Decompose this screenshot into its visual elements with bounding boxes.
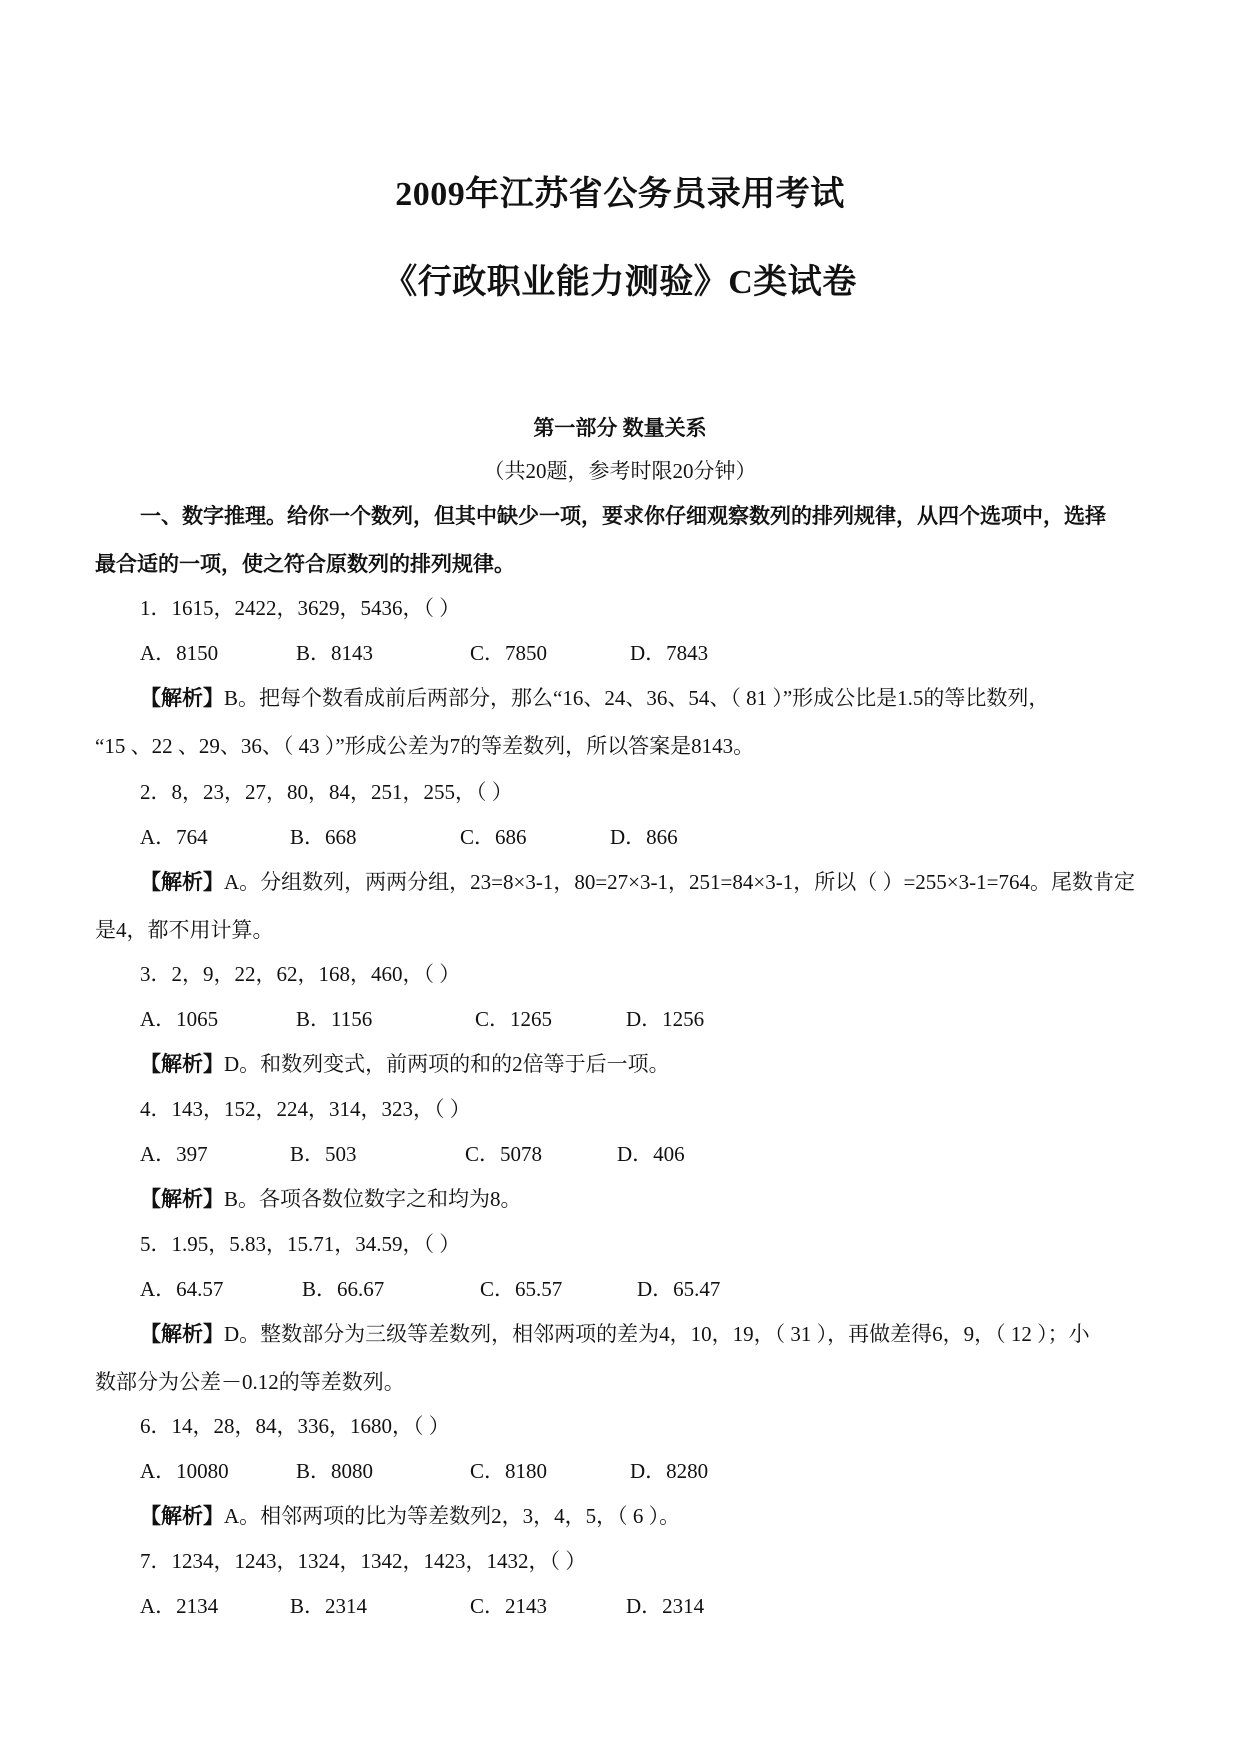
option-a: A．8150 <box>140 641 219 665</box>
option-c: C．8180 <box>470 1459 548 1483</box>
option-c: C．65.57 <box>480 1277 563 1301</box>
option-a: A．397 <box>140 1142 208 1166</box>
option-a: A．2134 <box>140 1594 219 1618</box>
analysis-text: D。和数列变式，前两项的和的2倍等于后一项。 <box>224 1052 670 1076</box>
question-1-analysis-line1 <box>140 682 1049 712</box>
question-5-analysis-line1 <box>140 1318 1090 1348</box>
analysis-label: 【解析】 <box>140 1052 224 1076</box>
option-c: C．2143 <box>470 1594 548 1618</box>
question-3-analysis <box>140 1048 670 1078</box>
analysis-label: 【解析】 <box>140 1187 224 1211</box>
question-3-stem: 3．2，9，22，62，168，460，（ ） <box>140 962 461 986</box>
instruction-line2: 最合适的一项，使之符合原数列的排列规律。 <box>95 552 515 576</box>
option-d: D．866 <box>610 825 678 849</box>
option-c: C．7850 <box>470 641 548 665</box>
question-4-stem: 4．143，152，224，314，323，（ ） <box>140 1097 471 1121</box>
option-d: D．8280 <box>630 1459 709 1483</box>
question-6-analysis <box>140 1500 680 1530</box>
question-7-stem: 7．1234，1243，1324，1342，1423，1432，（ ） <box>140 1549 587 1573</box>
instruction-line1: 一、数字推理。给你一个数列，但其中缺少一项，要求你仔细观察数列的排列规律，从四个选项中，选择 <box>140 504 1106 528</box>
option-c: C．5078 <box>465 1142 543 1166</box>
option-b: B．8080 <box>296 1459 374 1483</box>
option-d: D．7843 <box>630 641 709 665</box>
question-5-analysis-line2: 数部分为公差－0.12的等差数列。 <box>95 1370 405 1394</box>
analysis-label: 【解析】 <box>140 1504 224 1528</box>
analysis-text: A。分组数列，两两分组，23=8×3-1，80=27×3-1，251=84×3-1，所以（ ）=255×3-1=764。尾数肯定 <box>224 870 1135 894</box>
option-c: C．686 <box>460 825 527 849</box>
option-a: A．10080 <box>140 1459 229 1483</box>
section-title: 第一部分 数量关系 <box>533 416 707 440</box>
question-6-stem: 6．14，28，84，336，1680，（ ） <box>140 1414 450 1438</box>
option-a: A．1065 <box>140 1007 219 1031</box>
analysis-text: D。整数部分为三级等差数列，相邻两项的差为4，10，19，（ 31 ），再做差得6，9，（ 12 ）；小 <box>224 1322 1090 1346</box>
option-b: B．8143 <box>296 641 374 665</box>
doc-title-line1: 2009年江苏省公务员录用考试 <box>395 176 845 213</box>
question-2-analysis-line1 <box>140 866 1135 896</box>
option-b: B．66.67 <box>302 1277 385 1301</box>
question-1-stem: 1．1615，2422，3629，5436，（ ） <box>140 596 461 620</box>
question-2-analysis-line2: 是4，都不用计算。 <box>95 918 274 942</box>
option-b: B．2314 <box>290 1594 368 1618</box>
doc-title-line2: 《行政职业能力测验》C类试卷 <box>383 264 857 301</box>
question-4-analysis <box>140 1183 522 1213</box>
question-2-stem: 2．8，23，27，80，84，251，255，（ ） <box>140 780 513 804</box>
option-c: C．1265 <box>475 1007 553 1031</box>
analysis-label: 【解析】 <box>140 1322 224 1346</box>
option-d: D．2314 <box>626 1594 705 1618</box>
question-5-stem: 5．1.95，5.83，15.71，34.59，（ ） <box>140 1232 461 1256</box>
option-d: D．65.47 <box>637 1277 721 1301</box>
analysis-text: B。各项各数位数字之和均为8。 <box>224 1187 522 1211</box>
analysis-label: 【解析】 <box>140 686 224 710</box>
option-b: B．668 <box>290 825 357 849</box>
option-b: B．503 <box>290 1142 357 1166</box>
analysis-label: 【解析】 <box>140 870 224 894</box>
option-b: B．1156 <box>296 1007 373 1031</box>
section-subtitle: （共20题，参考时限20分钟） <box>483 459 757 483</box>
analysis-text: B。把每个数看成前后两部分，那么“16、24、36、54、（ 81 ）”形成公比是1.5的等比数列， <box>224 686 1050 710</box>
question-1-analysis-line2: “15 、22 、29、36、（ 43 ）”形成公差为7的等差数列，所以答案是8143。 <box>95 734 755 758</box>
option-a: A．64.57 <box>140 1277 224 1301</box>
option-d: D．406 <box>617 1142 685 1166</box>
option-a: A．764 <box>140 825 208 849</box>
analysis-text: A。相邻两项的比为等差数列2，3，4，5，（ 6 ）。 <box>224 1504 681 1528</box>
option-d: D．1256 <box>626 1007 705 1031</box>
